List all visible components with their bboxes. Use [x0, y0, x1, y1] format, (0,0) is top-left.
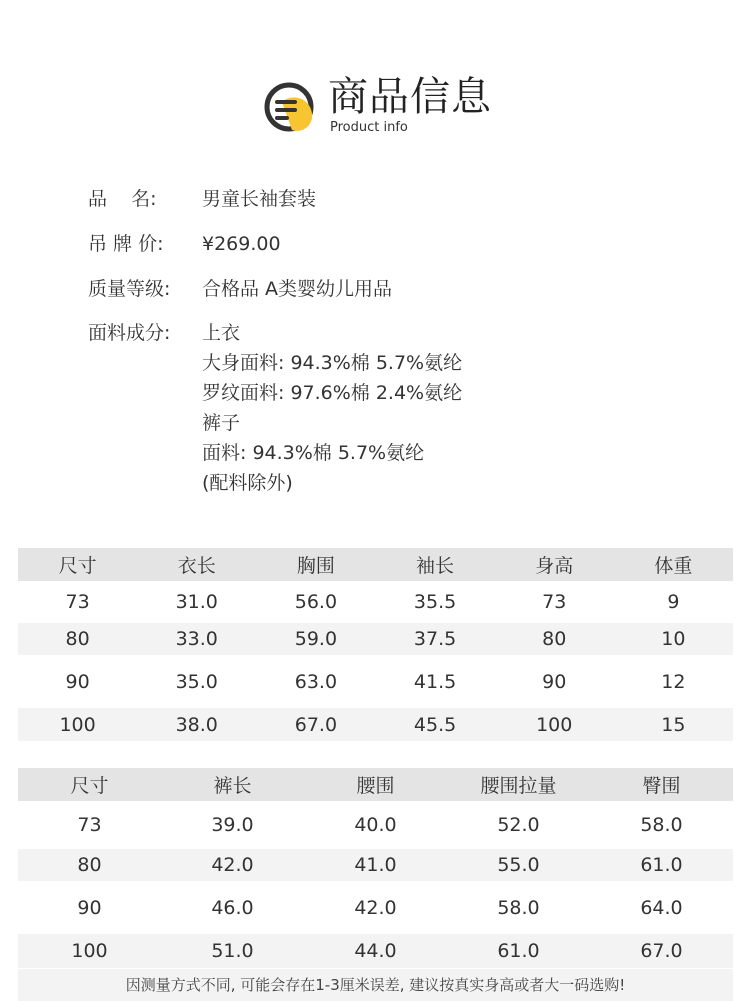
table-cell: 61.0 — [447, 934, 590, 968]
table-cell: 55.0 — [447, 849, 590, 881]
table-row — [18, 934, 733, 968]
table-cell: 80 — [18, 623, 137, 655]
table-cell: 100 — [18, 934, 161, 968]
column-header: 衣长 — [137, 548, 256, 581]
column-header: 胸围 — [256, 548, 375, 581]
table-row — [18, 623, 733, 655]
table-row — [18, 801, 733, 849]
table-cell: 40.0 — [354, 814, 397, 836]
table-cell: 63.0 — [294, 670, 338, 693]
column-header: 袖长 — [375, 548, 494, 581]
price-label: 吊 牌 价: — [88, 233, 164, 255]
table-cell: 58.0 — [497, 896, 540, 919]
table-cell: 9 — [667, 591, 680, 613]
fabric-label: 面料成分: — [88, 322, 171, 344]
column-header: 体重 — [614, 548, 733, 581]
table-cell: 90 — [77, 896, 102, 919]
fabric-line: 大身面料: 94.3%棉 5.7%氨纶 — [202, 352, 463, 374]
table-cell: 44.0 — [304, 934, 447, 968]
table-cell: 64.0 — [640, 896, 683, 919]
grade-label: 质量等级: — [88, 278, 171, 300]
table-cell: 35.0 — [175, 670, 218, 693]
table-header-row — [18, 548, 733, 581]
table-cell: 33.0 — [137, 623, 256, 655]
table-row — [18, 708, 733, 741]
table-header-row — [18, 768, 733, 801]
table-cell: 58.0 — [640, 814, 683, 836]
table-row — [18, 581, 733, 623]
table-cell: 10 — [614, 623, 733, 655]
column-header: 身高 — [495, 548, 614, 581]
table-cell: 100 — [18, 708, 137, 741]
name-label: 品 名: — [88, 188, 157, 210]
table-cell: 73 — [542, 591, 567, 613]
section-header — [262, 72, 522, 142]
column-header: 腰围拉量 — [447, 768, 590, 801]
fabric-line: 裤子 — [202, 412, 241, 434]
table-row — [18, 655, 733, 708]
page-title: 商品信息 — [328, 74, 492, 120]
table-cell: 37.5 — [375, 623, 494, 655]
table-cell: 41.5 — [413, 670, 457, 693]
table-cell: 52.0 — [497, 814, 540, 836]
table-cell: 35.5 — [413, 591, 457, 613]
fabric-line: 罗纹面料: 97.6%棉 2.4%氨纶 — [202, 382, 463, 404]
table-cell: 67.0 — [590, 934, 733, 968]
top-size-table — [18, 548, 733, 741]
table-cell: 15 — [614, 708, 733, 741]
info-row-grade — [88, 274, 708, 304]
info-row-fabric — [88, 318, 708, 498]
fabric-value — [202, 318, 708, 498]
grade-value: 合格品 A类婴幼儿用品 — [202, 278, 393, 300]
table-cell: 45.5 — [375, 708, 494, 741]
table-cell: 46.0 — [211, 896, 254, 919]
table-row — [18, 881, 733, 934]
table-cell: 51.0 — [161, 934, 304, 968]
info-row-price — [88, 229, 708, 259]
table-cell: 56.0 — [294, 591, 338, 613]
column-header: 腰围 — [304, 768, 447, 801]
fabric-line: 上衣 — [202, 322, 241, 344]
measurement-note: 因测量方式不同, 可能会存在1-3厘米误差, 建议按真实身高或者大一码选购! — [18, 969, 733, 1001]
pants-size-table — [18, 768, 733, 968]
table-cell: 59.0 — [256, 623, 375, 655]
table-cell: 12 — [661, 670, 686, 693]
column-header: 尺寸 — [18, 768, 161, 801]
column-header: 臀围 — [590, 768, 733, 801]
table-cell: 73 — [77, 814, 102, 836]
table-cell: 42.0 — [161, 849, 304, 881]
table-cell: 38.0 — [137, 708, 256, 741]
table-cell: 39.0 — [211, 814, 254, 836]
table-cell: 42.0 — [354, 896, 397, 919]
fabric-line: 面料: 94.3%棉 5.7%氨纶 — [202, 442, 425, 464]
table-cell: 90 — [542, 670, 567, 693]
table-cell: 73 — [65, 591, 90, 613]
table-row — [18, 849, 733, 881]
column-header: 裤长 — [161, 768, 304, 801]
table-cell: 41.0 — [304, 849, 447, 881]
table-cell: 80 — [18, 849, 161, 881]
info-row-name — [88, 184, 708, 214]
table-cell: 31.0 — [175, 591, 218, 613]
page-subtitle: Product info — [330, 120, 408, 135]
document-list-icon — [262, 80, 316, 134]
column-header: 尺寸 — [18, 548, 137, 581]
price-value: ¥269.00 — [202, 233, 281, 255]
table-cell: 80 — [495, 623, 614, 655]
table-cell: 61.0 — [590, 849, 733, 881]
fabric-line: (配料除外) — [202, 472, 293, 494]
table-cell: 100 — [495, 708, 614, 741]
name-value: 男童长袖套装 — [202, 188, 317, 210]
table-cell: 90 — [65, 670, 90, 693]
table-cell: 67.0 — [256, 708, 375, 741]
